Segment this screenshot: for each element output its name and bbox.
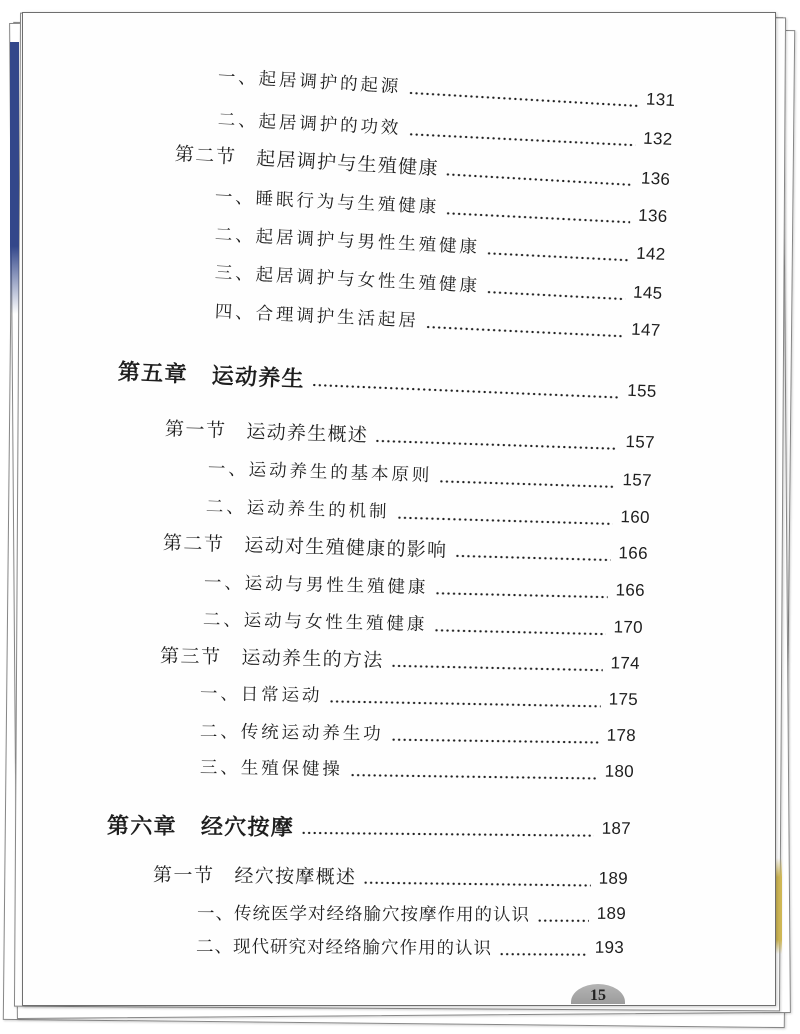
entry-page-number: 145 <box>632 282 663 304</box>
entry-page-number: 131 <box>645 89 676 111</box>
entry-title: 二、运动养生的机制 <box>205 496 390 522</box>
entry-page-number: 166 <box>618 543 649 564</box>
chapter-label: 第六章 <box>106 813 178 840</box>
entry-title: 一、日常运动 <box>199 683 323 706</box>
chapter-label: 第五章 <box>117 359 189 388</box>
dot-leader <box>435 591 607 599</box>
section-title: 运动养生概述 <box>246 420 369 447</box>
entry-page-number: 147 <box>630 319 661 340</box>
entry-title: 三、生殖保健操 <box>199 757 343 780</box>
entry-page-number: 170 <box>613 617 644 637</box>
entry-page-number: 136 <box>637 205 668 227</box>
toc-item-entry <box>208 452 653 496</box>
dot-leader <box>486 251 628 262</box>
entry-title: 一、运动与男性生殖健康 <box>203 572 429 598</box>
dot-leader <box>408 132 635 147</box>
entry-page-number: 157 <box>625 432 656 452</box>
entry-page-number: 132 <box>642 128 673 149</box>
toc-item-entry <box>200 677 638 715</box>
toc-item-entry <box>200 715 636 751</box>
dot-leader <box>537 919 589 923</box>
entry-title: 一、起居调护的起源 <box>217 66 402 97</box>
dot-leader <box>375 439 617 451</box>
toc-section-entry <box>153 858 628 894</box>
section-title: 经穴按摩概述 <box>234 864 357 889</box>
toc-item-entry <box>197 897 626 929</box>
section-label: 第二节 <box>174 142 237 168</box>
entry-page-number: 189 <box>596 903 627 924</box>
toc-section-entry <box>160 639 641 679</box>
dot-leader <box>329 699 600 708</box>
section-title: 运动对生殖健康的影响 <box>244 533 448 562</box>
entry-page-number: 180 <box>604 761 635 781</box>
entry-page-number: 175 <box>608 689 639 710</box>
entry-title: 三、起居调护与女性生殖健康 <box>214 262 481 297</box>
dot-leader <box>408 91 638 108</box>
toc-section-entry <box>165 412 656 458</box>
section-label: 第二节 <box>162 531 225 556</box>
dot-leader <box>425 325 623 338</box>
toc-chapter-entry <box>107 809 631 844</box>
dot-leader <box>434 628 605 636</box>
toc-section-entry <box>163 526 649 569</box>
dot-leader <box>486 290 625 301</box>
entry-title: 一、运动养生的基本原则 <box>207 458 433 486</box>
toc-item-entry <box>203 603 644 643</box>
section-title: 起居调护与生殖健康 <box>255 147 440 180</box>
dot-leader <box>363 881 590 888</box>
entry-title: 二、传统运动养生功 <box>199 721 384 745</box>
entry-title: 一、传统医学对经络腧穴按摩作用的认识 <box>196 903 531 926</box>
section-label: 第三节 <box>159 644 222 668</box>
toc-item-entry <box>206 490 651 533</box>
dot-leader <box>301 831 594 838</box>
entry-page-number: 189 <box>598 868 629 888</box>
dot-leader <box>445 172 632 187</box>
dot-leader <box>499 952 587 957</box>
entry-title: 一、睡眠行为与生殖健康 <box>214 186 440 218</box>
toc-chapter-entry <box>117 355 657 407</box>
toc-item-entry <box>200 751 634 787</box>
dot-leader <box>390 664 602 672</box>
entry-page-number: 174 <box>610 653 641 673</box>
toc-item-entry <box>196 930 624 963</box>
entry-page-number: 166 <box>615 580 646 601</box>
entry-title: 四、合理调护生活起居 <box>214 301 420 332</box>
page-folio: 15 <box>571 984 625 1004</box>
entry-title: 二、起居调护的功效 <box>217 109 402 139</box>
dot-leader <box>446 211 630 224</box>
dot-leader <box>439 479 614 489</box>
dot-leader <box>396 516 612 526</box>
entry-page-number: 160 <box>620 507 651 528</box>
chapter-title: 经穴按摩 <box>200 814 295 841</box>
entry-title: 二、运动与女性生殖健康 <box>202 609 428 635</box>
section-label: 第一节 <box>164 417 227 442</box>
entry-page-number: 193 <box>594 937 625 957</box>
entry-title: 二、起居调护与男性生殖健康 <box>214 224 481 258</box>
toc-item-entry <box>204 566 646 606</box>
section-title: 运动养生的方法 <box>241 646 384 672</box>
entry-page-number: 142 <box>635 243 666 265</box>
entry-page-number: 155 <box>626 380 657 401</box>
dot-leader <box>454 554 610 562</box>
section-label: 第一节 <box>152 863 215 887</box>
entry-page-number: 157 <box>622 470 653 491</box>
chapter-title: 运动养生 <box>211 363 306 393</box>
dot-leader <box>390 738 598 745</box>
entry-page-number: 178 <box>606 725 637 746</box>
entry-page-number: 136 <box>640 168 671 190</box>
dot-leader <box>312 383 620 400</box>
dot-leader <box>350 773 597 780</box>
entry-title: 二、现代研究对经络腧穴作用的认识 <box>195 936 493 959</box>
entry-page-number: 187 <box>601 818 632 839</box>
